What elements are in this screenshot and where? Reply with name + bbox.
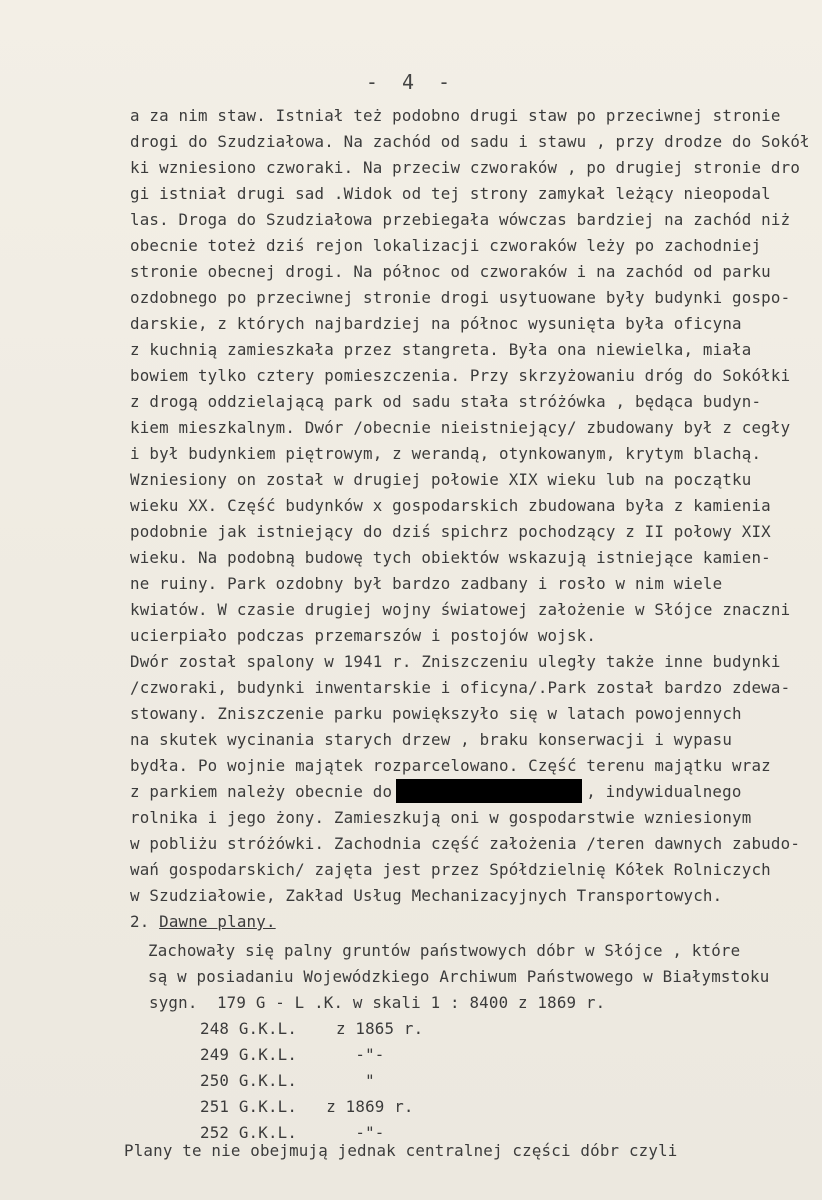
text-line: i był budynkiem piętrowym, z werandą, otynkowanym, krytym blachą. bbox=[130, 444, 762, 463]
text-line: bowiem tylko cztery pomieszczenia. Przy skrzyżowaniu dróg do Sokółki bbox=[130, 366, 791, 385]
section-number: 2. bbox=[130, 912, 150, 931]
redacted-line-after: , indywidualnego bbox=[586, 782, 742, 801]
text-line: w pobliżu stróżówki. Zachodnia część założenia /teren dawnych zabudo- bbox=[130, 834, 801, 853]
text-line: drogi do Szudziałowa. Na zachód od sadu i stawu , przy drodze do Sokół bbox=[130, 132, 810, 151]
text-line: Wzniesiony on został w drugiej połowie XIX wieku lub na początku bbox=[130, 470, 752, 489]
text-line: bydła. Po wojnie majątek rozparcelowano. Część terenu majątku wraz bbox=[130, 756, 771, 775]
text-line: darskie, z których najbardziej na północ wysunięta była oficyna bbox=[130, 314, 742, 333]
text-line: z kuchnią zamieszkała przez stangreta. Była ona niewielka, miała bbox=[130, 340, 752, 359]
text-line: kwiatów. W czasie drugiej wojny światowej założenie w Słójce znaczni bbox=[130, 600, 791, 619]
closing-line: Plany te nie obejmują jednak centralnej części dóbr czyli bbox=[124, 1141, 678, 1160]
section-heading bbox=[130, 909, 276, 935]
text-line: Dwór został spalony w 1941 r. Zniszczeniu uległy także inne budynki bbox=[130, 652, 781, 671]
signature-line: 248 G.K.L. z 1865 r. bbox=[200, 1019, 424, 1038]
text-line: stowany. Zniszczenie parku powiększyło się w latach powojennych bbox=[130, 704, 742, 723]
text-line: las. Droga do Szudziałowa przebiegała wówczas bardziej na zachód niż bbox=[130, 210, 791, 229]
text-line: na skutek wycinania starych drzew , braku konserwacji i wypasu bbox=[130, 730, 733, 749]
text-line: kiem mieszkalnym. Dwór /obecnie nieistniejący/ zbudowany był z cegły bbox=[130, 418, 791, 437]
text-line: ozdobnego po przeciwnej stronie drogi usytuowane były budynki gospo- bbox=[130, 288, 791, 307]
text-line: z drogą oddzielającą park od sadu stała stróżówka , będąca budyn- bbox=[130, 392, 762, 411]
text-line: podobnie jak istniejący do dziś spichrz pochodzący z II połowy XIX bbox=[130, 522, 771, 541]
signature-line: sygn. 179 G - L .K. w skali 1 : 8400 z 1869 r. bbox=[149, 993, 606, 1012]
text-line: ucierpiało podczas przemarszów i postojów wojsk. bbox=[130, 626, 597, 645]
text-line: stronie obecnej drogi. Na północ od czworaków i na zachód od parku bbox=[130, 262, 771, 281]
redacted-text-line bbox=[130, 779, 742, 805]
text-line: ki wzniesiono czworaki. Na przeciw czworaków , po drugiej stronie dro bbox=[130, 158, 801, 177]
text-line: rolnika i jego żony. Zamieszkują oni w gospodarstwie wzniesionym bbox=[130, 808, 752, 827]
text-line: Zachowały się palny gruntów państwowych dóbr w Słójce , które bbox=[148, 941, 741, 960]
text-line: wieku. Na podobną budowę tych obiektów wskazują istniejące kamien- bbox=[130, 548, 771, 567]
redacted-line-before: z parkiem należy obecnie do bbox=[130, 782, 393, 801]
text-line: są w posiadaniu Wojewódzkiego Archiwum Państwowego w Białymstoku bbox=[148, 967, 770, 986]
redaction-block bbox=[396, 779, 582, 803]
page-number: - 4 - bbox=[365, 70, 457, 94]
text-line: ne ruiny. Park ozdobny był bardzo zadbany i rosło w nim wiele bbox=[130, 574, 723, 593]
signature-line: 250 G.K.L. " bbox=[200, 1071, 375, 1090]
text-line: a za nim staw. Istniał też podobno drugi staw po przeciwnej stronie bbox=[130, 106, 781, 125]
text-line: w Szudziałowie, Zakład Usług Mechanizacyjnych Transportowych. bbox=[130, 886, 723, 905]
signature-line: 251 G.K.L. z 1869 r. bbox=[200, 1097, 414, 1116]
text-line: wań gospodarskich/ zajęta jest przez Spółdzielnię Kółek Rolniczych bbox=[130, 860, 771, 879]
text-line: /czworaki, budynki inwentarskie i oficyna/.Park został bardzo zdewa- bbox=[130, 678, 791, 697]
text-line: obecnie toteż dziś rejon lokalizacji czworaków leży po zachodniej bbox=[130, 236, 762, 255]
signature-line: 252 G.K.L. -"- bbox=[200, 1123, 385, 1142]
text-line: gi istniał drugi sad .Widok od tej strony zamykał leżący nieopodal bbox=[130, 184, 771, 203]
text-line: wieku XX. Część budynków x gospodarskich zbudowana była z kamienia bbox=[130, 496, 771, 515]
section-title: Dawne plany. bbox=[159, 912, 276, 931]
signature-line: 249 G.K.L. -"- bbox=[200, 1045, 385, 1064]
